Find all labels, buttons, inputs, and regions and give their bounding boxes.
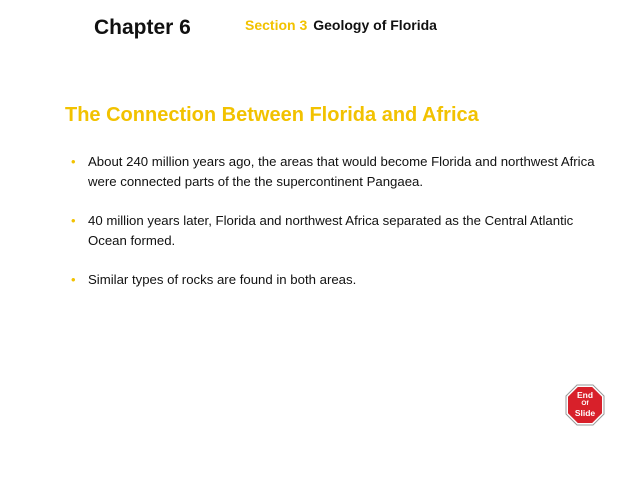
bullet-text: 40 million years later, Florida and northwest Africa separated as the Central Atlantic Ocean formed. bbox=[88, 213, 574, 248]
bullet-text: About 240 million years ago, the areas that would become Florida and northwest Africa were connected parts of the the supercontinent Pangaea. bbox=[88, 154, 595, 189]
bullet-text: Similar types of rocks are found in both areas. bbox=[88, 272, 357, 287]
section-heading bbox=[245, 17, 437, 33]
bullet-dot-icon: • bbox=[71, 154, 76, 169]
end-label: End bbox=[576, 390, 594, 400]
section-label: Section 3 bbox=[245, 17, 308, 33]
bullet-list bbox=[71, 152, 601, 309]
chapter-heading: Chapter 6 bbox=[94, 16, 191, 39]
end-of-slide-button[interactable] bbox=[565, 384, 605, 426]
slide-title: The Connection Between Florida and Africa bbox=[65, 104, 479, 126]
section-title: Geology of Florida bbox=[313, 17, 437, 33]
bullet-dot-icon: • bbox=[71, 272, 76, 287]
bullet-item bbox=[71, 152, 601, 192]
of-label: Of bbox=[581, 400, 589, 407]
bullet-item bbox=[71, 211, 601, 251]
bullet-item bbox=[71, 270, 601, 290]
bullet-dot-icon: • bbox=[71, 213, 76, 228]
slide-label: Slide bbox=[574, 408, 596, 418]
